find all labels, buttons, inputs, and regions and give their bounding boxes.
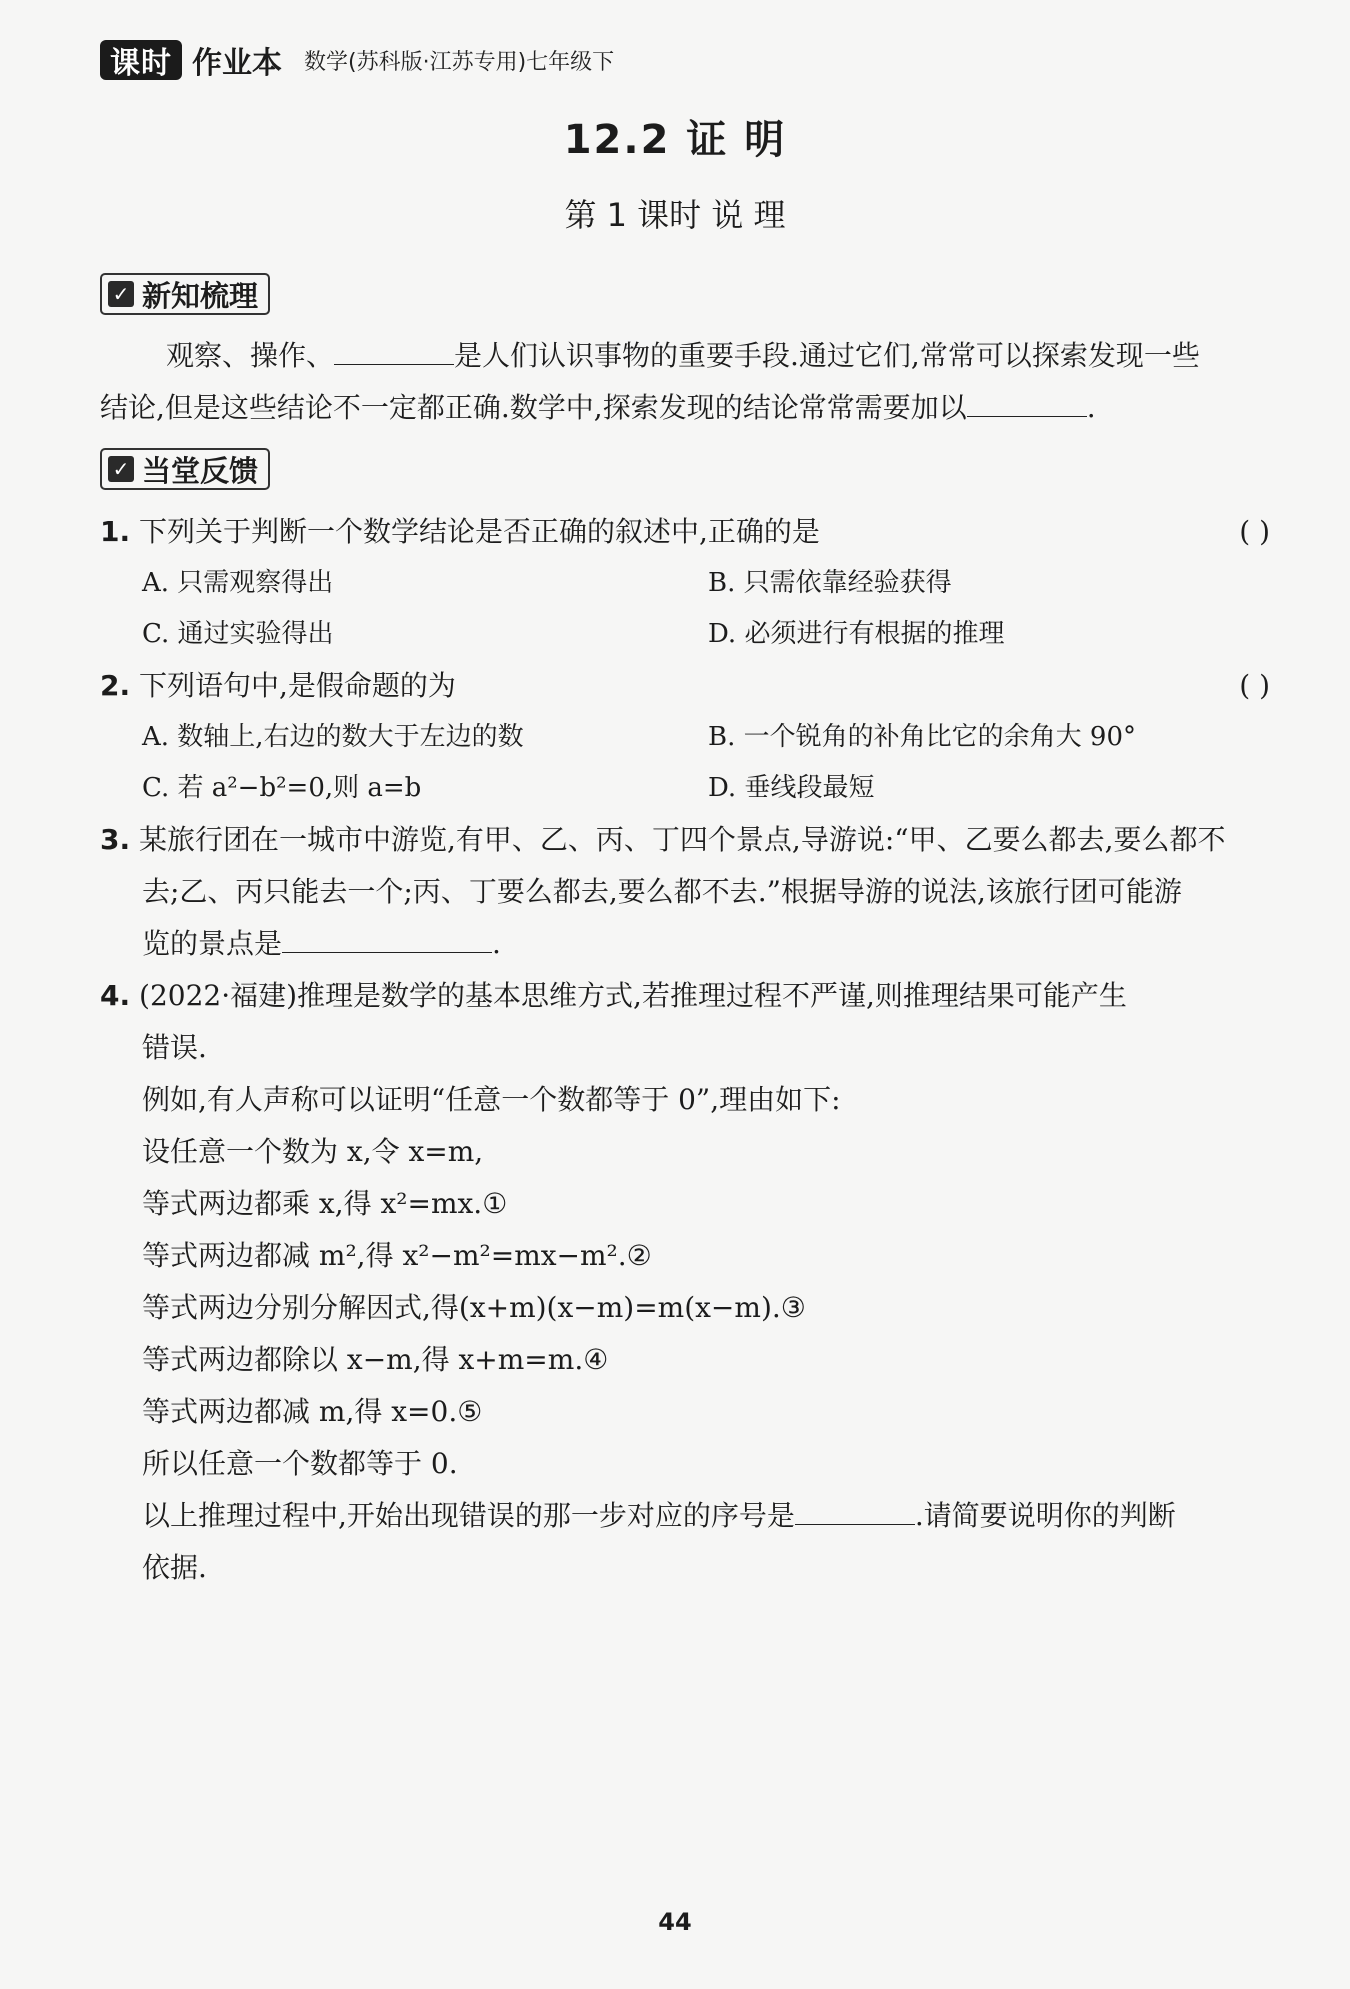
option-b: B. 只需依靠经验获得 [708, 568, 952, 598]
section-label: 当堂反馈 [142, 453, 259, 488]
text-span: 以上推理过程中,开始出现错误的那一步对应的序号是 [142, 1499, 795, 1532]
proof-step-5: 等式两边都减 m,得 x=0.⑤ [142, 1395, 483, 1428]
page-number: 44 [658, 1908, 692, 1936]
text-span: . [492, 927, 501, 960]
proof-step-2: 等式两边都减 m²,得 x²−m²=mx−m².② [142, 1239, 652, 1272]
text-span: 览的景点是 [142, 927, 283, 960]
answer-bracket[interactable]: ( ) [1239, 669, 1270, 702]
question-text: (2022·福建)推理是数学的基本思维方式,若推理过程不严谨,则推理结果可能产生 [139, 979, 1127, 1012]
answer-blank[interactable] [795, 1494, 915, 1525]
text-span: 观察、操作、 [166, 339, 335, 372]
option-d: D. 必须进行有根据的推理 [708, 619, 1005, 649]
option-d: D. 垂线段最短 [708, 773, 875, 803]
question-4-ask-2: 依据. [142, 1551, 207, 1584]
page-header [100, 38, 614, 82]
section-title: 12.2 证 明 [563, 117, 787, 163]
option-c: C. 若 a²−b²=0,则 a=b [142, 773, 422, 803]
answer-blank[interactable] [334, 334, 454, 365]
question-number: 4. [100, 979, 131, 1012]
question-3-line-2: 去;乙、丙只能去一个;丙、丁要么都去,要么都不去.”根据导游的说法,该旅行团可能游 [142, 875, 1182, 908]
answer-blank[interactable] [282, 922, 492, 953]
question-text: 下列语句中,是假命题的为 [139, 669, 456, 702]
option-c: C. 通过实验得出 [142, 619, 334, 649]
knowledge-line-2 [100, 382, 1096, 434]
option-b: B. 一个锐角的补角比它的余角大 90° [708, 722, 1136, 752]
text-span: 结论,但是这些结论不一定都正确.数学中,探索发现的结论常常需要加以 [100, 391, 967, 424]
section-label: 新知梳理 [142, 278, 259, 313]
lesson-subtitle: 第 1 课时 说 理 [564, 196, 786, 234]
section-tag-feedback [100, 448, 270, 490]
option-a: A. 数轴上,右边的数大于左边的数 [142, 722, 524, 752]
proof-step-1: 等式两边都乘 x,得 x²=mx.① [142, 1187, 508, 1220]
option-a: A. 只需观察得出 [142, 568, 334, 598]
question-4-ask [142, 1490, 1176, 1541]
answer-bracket[interactable]: ( ) [1239, 515, 1270, 548]
text-span: 是人们认识事物的重要手段.通过它们,常常可以探索发现一些 [454, 339, 1200, 372]
subject-label: 数学(苏科版·江苏专用)七年级下 [304, 49, 615, 75]
answer-blank[interactable] [967, 386, 1087, 417]
brand-name: 作业本 [192, 46, 282, 81]
proof-conclusion: 所以任意一个数都等于 0. [142, 1447, 458, 1480]
checkbox-icon: ✓ [108, 281, 134, 307]
text-span: .请简要说明你的判断 [914, 1499, 1176, 1532]
question-number: 3. [100, 823, 131, 856]
question-number: 2. [100, 669, 131, 702]
question-4-line-2: 错误. [142, 1031, 207, 1064]
question-number: 1. [100, 515, 131, 548]
knowledge-line-1 [166, 330, 1200, 382]
question-4 [100, 970, 1127, 1021]
proof-step-0: 设任意一个数为 x,令 x=m, [142, 1135, 484, 1168]
proof-step-3: 等式两边分别分解因式,得(x+m)(x−m)=m(x−m).③ [142, 1291, 806, 1324]
section-tag-new-knowledge [100, 273, 270, 315]
question-2 [100, 660, 456, 711]
proof-step-4: 等式两边都除以 x−m,得 x+m=m.④ [142, 1343, 609, 1376]
question-text: 下列关于判断一个数学结论是否正确的叙述中,正确的是 [139, 515, 820, 548]
series-logo: 课时 [100, 40, 182, 80]
question-3-line-3 [142, 918, 501, 969]
text-span: . [1086, 391, 1096, 424]
question-4-example: 例如,有人声称可以证明“任意一个数都等于 0”,理由如下: [142, 1083, 841, 1116]
question-text: 某旅行团在一城市中游览,有甲、乙、丙、丁四个景点,导游说:“甲、乙要么都去,要么都不 [139, 823, 1226, 856]
checkbox-icon: ✓ [108, 456, 134, 482]
question-1 [100, 506, 820, 557]
question-3 [100, 814, 1226, 865]
